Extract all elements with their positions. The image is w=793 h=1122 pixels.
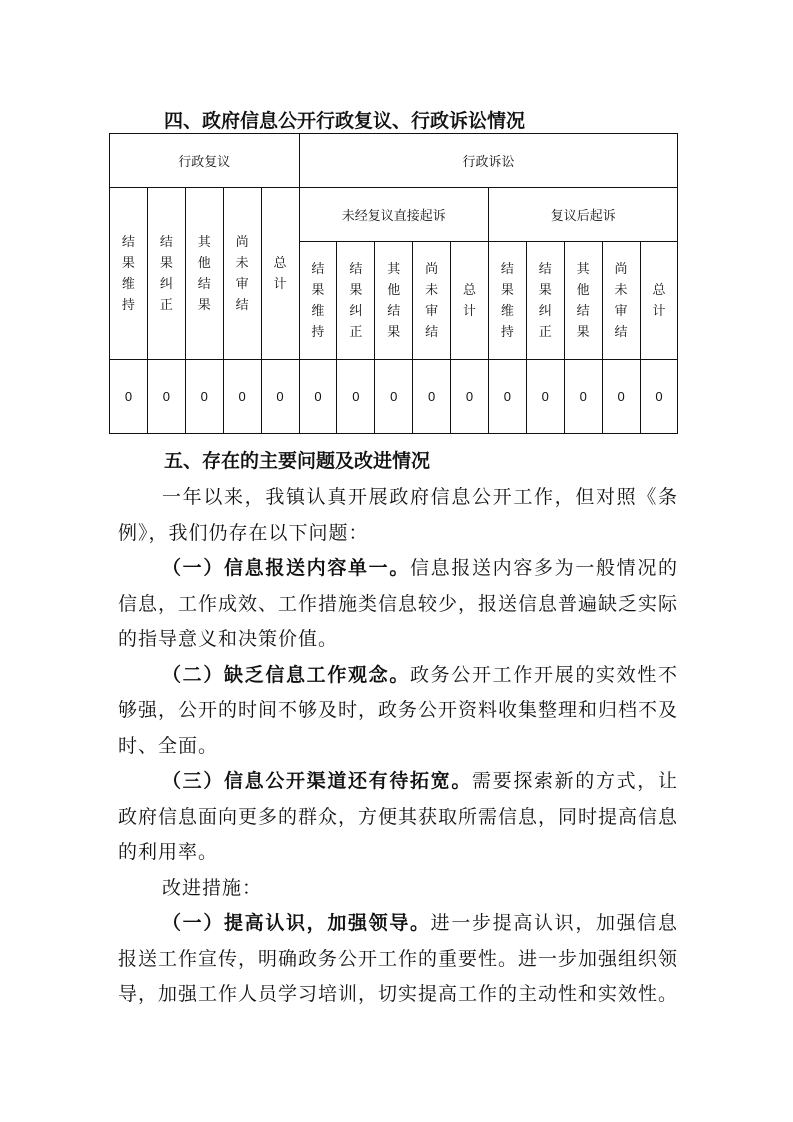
- measures-label: 改进措施：: [162, 876, 263, 899]
- col-header-after-maintained: 结果维持: [488, 242, 526, 360]
- measure-1-text: 进一步提高认识，加强信息报送工作宣传，明确政务公开工作的重要性。进一步加强组织领导，加强工作人员学习培训，切实提高工作的主动性和实效性。: [118, 912, 679, 1005]
- section-4-heading: 四、政府信息公开行政复议、行政诉讼情况: [164, 110, 526, 132]
- col-header-after-pending: 尚未审结: [602, 242, 640, 360]
- col-header-direct-maintained: 结果维持: [299, 242, 337, 360]
- table-cell-value: 0: [110, 360, 148, 434]
- col-header-review-corrected: 结果纠正: [147, 188, 185, 360]
- measure-1-paragraph: [118, 906, 678, 1013]
- col-header-direct-pending: 尚未审结: [413, 242, 451, 360]
- col-header-review-maintained: 结果维持: [110, 188, 148, 360]
- intro-paragraph: 一年以来，我镇认真开展政府信息公开工作，但对照《条例》，我们仍存在以下问题：: [118, 486, 678, 544]
- header-admin-review: 行政复议: [110, 134, 300, 188]
- table-cell-value: 0: [564, 360, 602, 434]
- issue-1-paragraph: [118, 551, 678, 658]
- table-cell-value: 0: [451, 360, 489, 434]
- table-cell-value: 0: [640, 360, 678, 434]
- header-admin-litigation: 行政诉讼: [299, 134, 678, 188]
- col-header-direct-corrected: 结果纠正: [337, 242, 375, 360]
- col-header-direct-total: 总计: [451, 242, 489, 360]
- table-cell-value: 0: [223, 360, 261, 434]
- col-header-review-total: 总计: [261, 188, 299, 360]
- issue-1-lead: （一）信息报送内容单一。: [162, 557, 410, 579]
- issue-3-text: 需要探索新的方式，让政府信息面向更多的群众，方便其获取所需信息，同时提高信息的利用率。: [118, 770, 679, 863]
- table-cell-value: 0: [488, 360, 526, 434]
- review-litigation-table: [109, 133, 678, 434]
- issue-2-paragraph: [118, 658, 678, 765]
- table-cell-value: 0: [299, 360, 337, 434]
- col-header-after-corrected: 结果纠正: [526, 242, 564, 360]
- header-suit-after-review: 复议后起诉: [488, 188, 678, 242]
- table-cell-value: 0: [602, 360, 640, 434]
- issue-2-lead: （二）缺乏信息工作观念。: [162, 663, 410, 686]
- table-cell-value: 0: [147, 360, 185, 434]
- table-cell-value: 0: [413, 360, 451, 434]
- table-cell-value: 0: [261, 360, 299, 434]
- section-5-body: [118, 480, 678, 1013]
- table-cell-value: 0: [375, 360, 413, 434]
- issue-1-text: 信息报送内容多为一般情况的信息，工作成效、工作措施类信息较少，报送信息普遍缺乏实际的指导意义和决策价值。: [118, 557, 679, 650]
- col-header-review-other: 其他结果: [185, 188, 223, 360]
- issue-3-lead: （三）信息公开渠道还有待拓宽。: [162, 770, 472, 792]
- measure-1-lead: （一）提高认识，加强领导。: [162, 912, 431, 934]
- issue-2-text: 政务公开工作开展的实效性不够强，公开的时间不够及时，政务公开资料收集整理和归档不及时、全面。: [118, 663, 679, 757]
- table-cell-value: 0: [526, 360, 564, 434]
- section-5-heading: 五、存在的主要问题及改进情况: [164, 450, 431, 472]
- col-header-after-other: 其他结果: [564, 242, 602, 360]
- issue-3-paragraph: [118, 764, 678, 871]
- col-header-review-pending: 尚未审结: [223, 188, 261, 360]
- table-cell-value: 0: [185, 360, 223, 434]
- header-direct-suit: 未经复议直接起诉: [299, 188, 488, 242]
- col-header-direct-other: 其他结果: [375, 242, 413, 360]
- col-header-after-total: 总计: [640, 242, 678, 360]
- table-cell-value: 0: [337, 360, 375, 434]
